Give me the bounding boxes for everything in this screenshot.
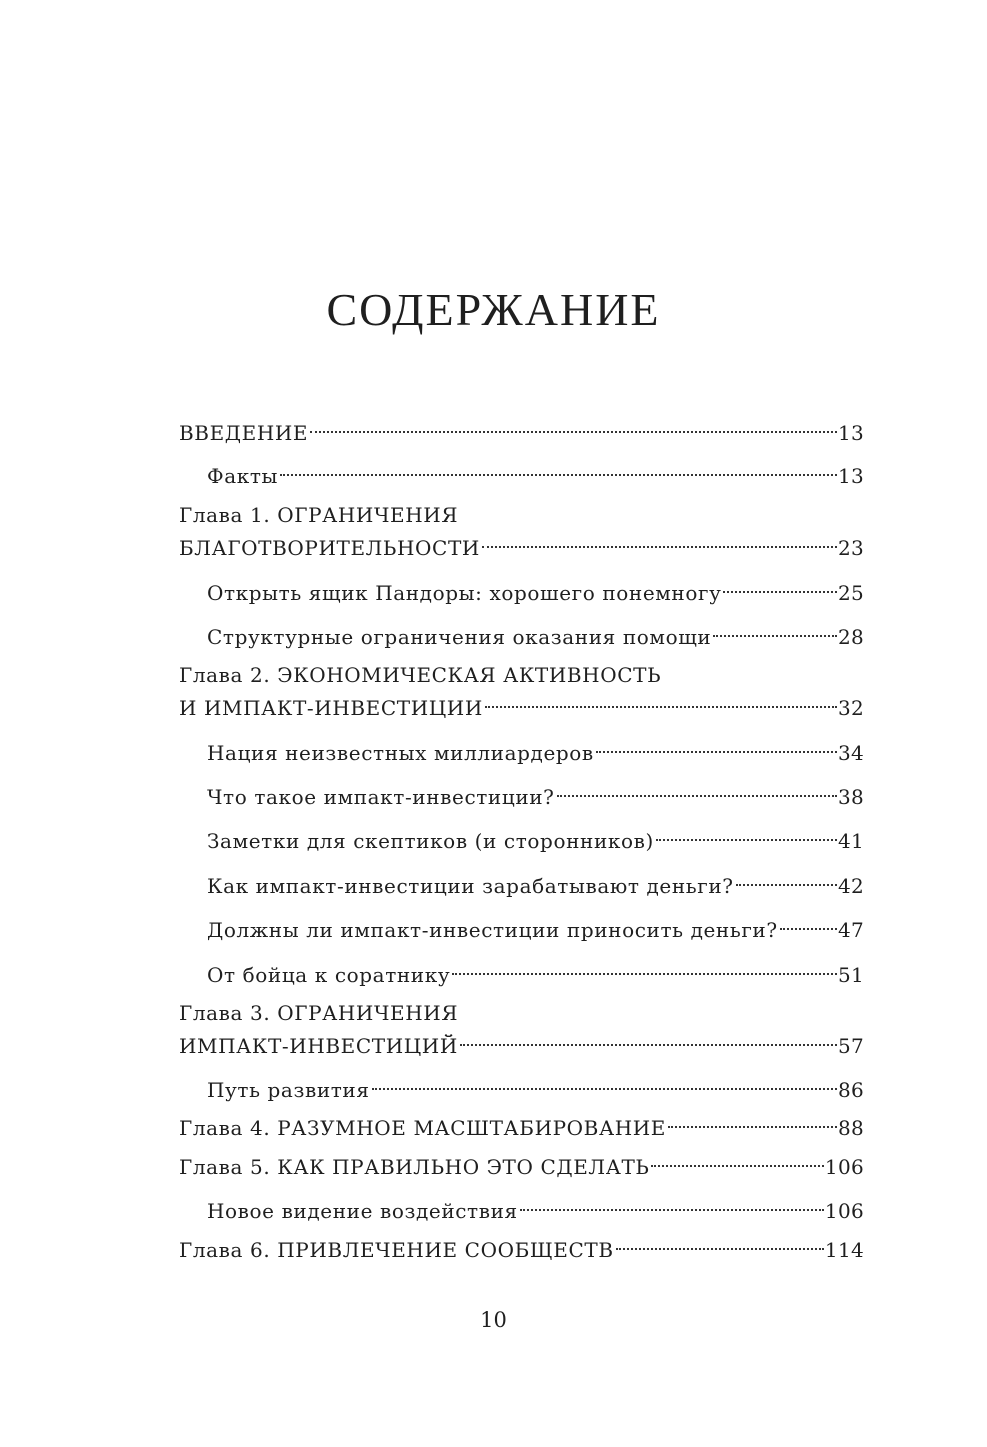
toc-entry-title: Открыть ящик Пандоры: хорошего понемногу xyxy=(207,581,722,605)
toc-entry-chapter-5[interactable] xyxy=(179,1151,864,1184)
toc-page-number: 38 xyxy=(837,785,864,809)
toc-entry-title: ВВЕДЕНИЕ xyxy=(179,421,309,445)
toc-entry-title-line-1: Глава 2. ЭКОНОМИЧЕСКАЯ АКТИВНОСТЬ xyxy=(179,663,662,687)
dot-leader xyxy=(557,795,837,797)
dot-leader xyxy=(736,884,837,886)
toc-page-number: 106 xyxy=(824,1199,864,1223)
dot-leader xyxy=(485,706,837,708)
toc-entry-title: Глава 5. КАК ПРАВИЛЬНО ЭТО СДЕЛАТЬ xyxy=(179,1155,650,1179)
page-title: СОДЕРЖАНИЕ xyxy=(326,284,661,335)
toc-entry-title: Что такое импакт-инвестиции? xyxy=(207,785,555,809)
toc-page-number: 106 xyxy=(824,1155,864,1179)
dot-leader xyxy=(280,474,837,476)
dot-leader xyxy=(452,973,837,975)
toc-page-number: 86 xyxy=(837,1078,864,1102)
dot-leader xyxy=(372,1088,837,1090)
toc-entry-new-vision[interactable] xyxy=(207,1195,864,1228)
table-of-contents xyxy=(179,0,864,1447)
toc-entry-fighter-ally[interactable] xyxy=(207,959,864,992)
dot-leader xyxy=(460,1044,837,1046)
toc-entry-title: Нация неизвестных миллиардеров xyxy=(207,741,594,765)
toc-entry-chapter-6[interactable] xyxy=(179,1234,864,1267)
toc-entry-how-earn[interactable] xyxy=(207,870,864,903)
toc-entry-title-line-1: Глава 1. ОГРАНИЧЕНИЯ xyxy=(179,503,459,527)
toc-entry-title: Должны ли импакт-инвестиции приносить деньги? xyxy=(207,918,778,942)
toc-entry-notes-skeptics[interactable] xyxy=(207,825,864,858)
toc-page-number: 23 xyxy=(837,536,864,560)
dot-leader xyxy=(520,1209,824,1211)
dot-leader xyxy=(656,839,837,841)
toc-page-number: 41 xyxy=(837,829,864,853)
dot-leader xyxy=(596,751,837,753)
toc-entry-nation-billionaires[interactable] xyxy=(207,737,864,770)
toc-entry-chapter-4[interactable] xyxy=(179,1112,864,1145)
toc-entry-pandora[interactable] xyxy=(207,577,864,610)
toc-page-number: 47 xyxy=(837,918,864,942)
dot-leader xyxy=(616,1248,824,1250)
toc-entry-chapter-1[interactable] xyxy=(179,499,864,565)
dot-leader xyxy=(310,431,837,433)
toc-entry-title: Новое видение воздействия xyxy=(207,1199,518,1223)
toc-entry-title: Как импакт-инвестиции зарабатывают деньги? xyxy=(207,874,734,898)
toc-page-number: 57 xyxy=(837,1034,864,1058)
toc-entry-title: И ИМПАКТ-ИНВЕСТИЦИИ xyxy=(179,696,483,720)
page-number-footer: 10 xyxy=(480,1308,507,1332)
dot-leader xyxy=(482,546,837,548)
toc-entry-chapter-3[interactable] xyxy=(179,997,864,1063)
toc-entry-title: ИМПАКТ-ИНВЕСТИЦИЙ xyxy=(179,1034,458,1058)
toc-entry-title: Факты xyxy=(207,464,279,488)
toc-entry-title: Путь развития xyxy=(207,1078,370,1102)
toc-entry-structural-limits[interactable] xyxy=(207,621,864,654)
toc-entry-introduction[interactable] xyxy=(179,417,864,450)
dot-leader xyxy=(651,1165,823,1167)
toc-entry-title-line-1: Глава 3. ОГРАНИЧЕНИЯ xyxy=(179,1001,459,1025)
toc-page-number: 28 xyxy=(837,625,864,649)
toc-page-number: 32 xyxy=(837,696,864,720)
toc-entry-title: Заметки для скептиков (и сторонников) xyxy=(207,829,654,853)
toc-page-number: 42 xyxy=(837,874,864,898)
toc-entry-title: От бойца к соратнику xyxy=(207,963,451,987)
toc-page-number: 51 xyxy=(837,963,864,987)
toc-entry-title: БЛАГОТВОРИТЕЛЬНОСТИ xyxy=(179,536,480,560)
toc-entry-title: Структурные ограничения оказания помощи xyxy=(207,625,712,649)
toc-page-number: 34 xyxy=(837,741,864,765)
dot-leader xyxy=(780,928,837,930)
dot-leader xyxy=(723,591,836,593)
dot-leader xyxy=(713,635,837,637)
toc-page-number: 13 xyxy=(837,421,864,445)
toc-page-number: 25 xyxy=(837,581,864,605)
toc-entry-what-is-impact[interactable] xyxy=(207,781,864,814)
toc-entry-should-earn[interactable] xyxy=(207,914,864,947)
toc-page-number: 13 xyxy=(837,464,864,488)
toc-entry-development-path[interactable] xyxy=(207,1074,864,1107)
toc-entry-chapter-2[interactable] xyxy=(179,659,864,725)
toc-page-number: 114 xyxy=(824,1238,864,1262)
dot-leader xyxy=(668,1126,837,1128)
toc-entry-title: Глава 4. РАЗУМНОЕ МАСШТАБИРОВАНИЕ xyxy=(179,1116,666,1140)
toc-entry-title: Глава 6. ПРИВЛЕЧЕНИЕ СООБЩЕСТВ xyxy=(179,1238,614,1262)
toc-page-number: 88 xyxy=(837,1116,864,1140)
toc-entry-facts[interactable] xyxy=(207,460,864,493)
